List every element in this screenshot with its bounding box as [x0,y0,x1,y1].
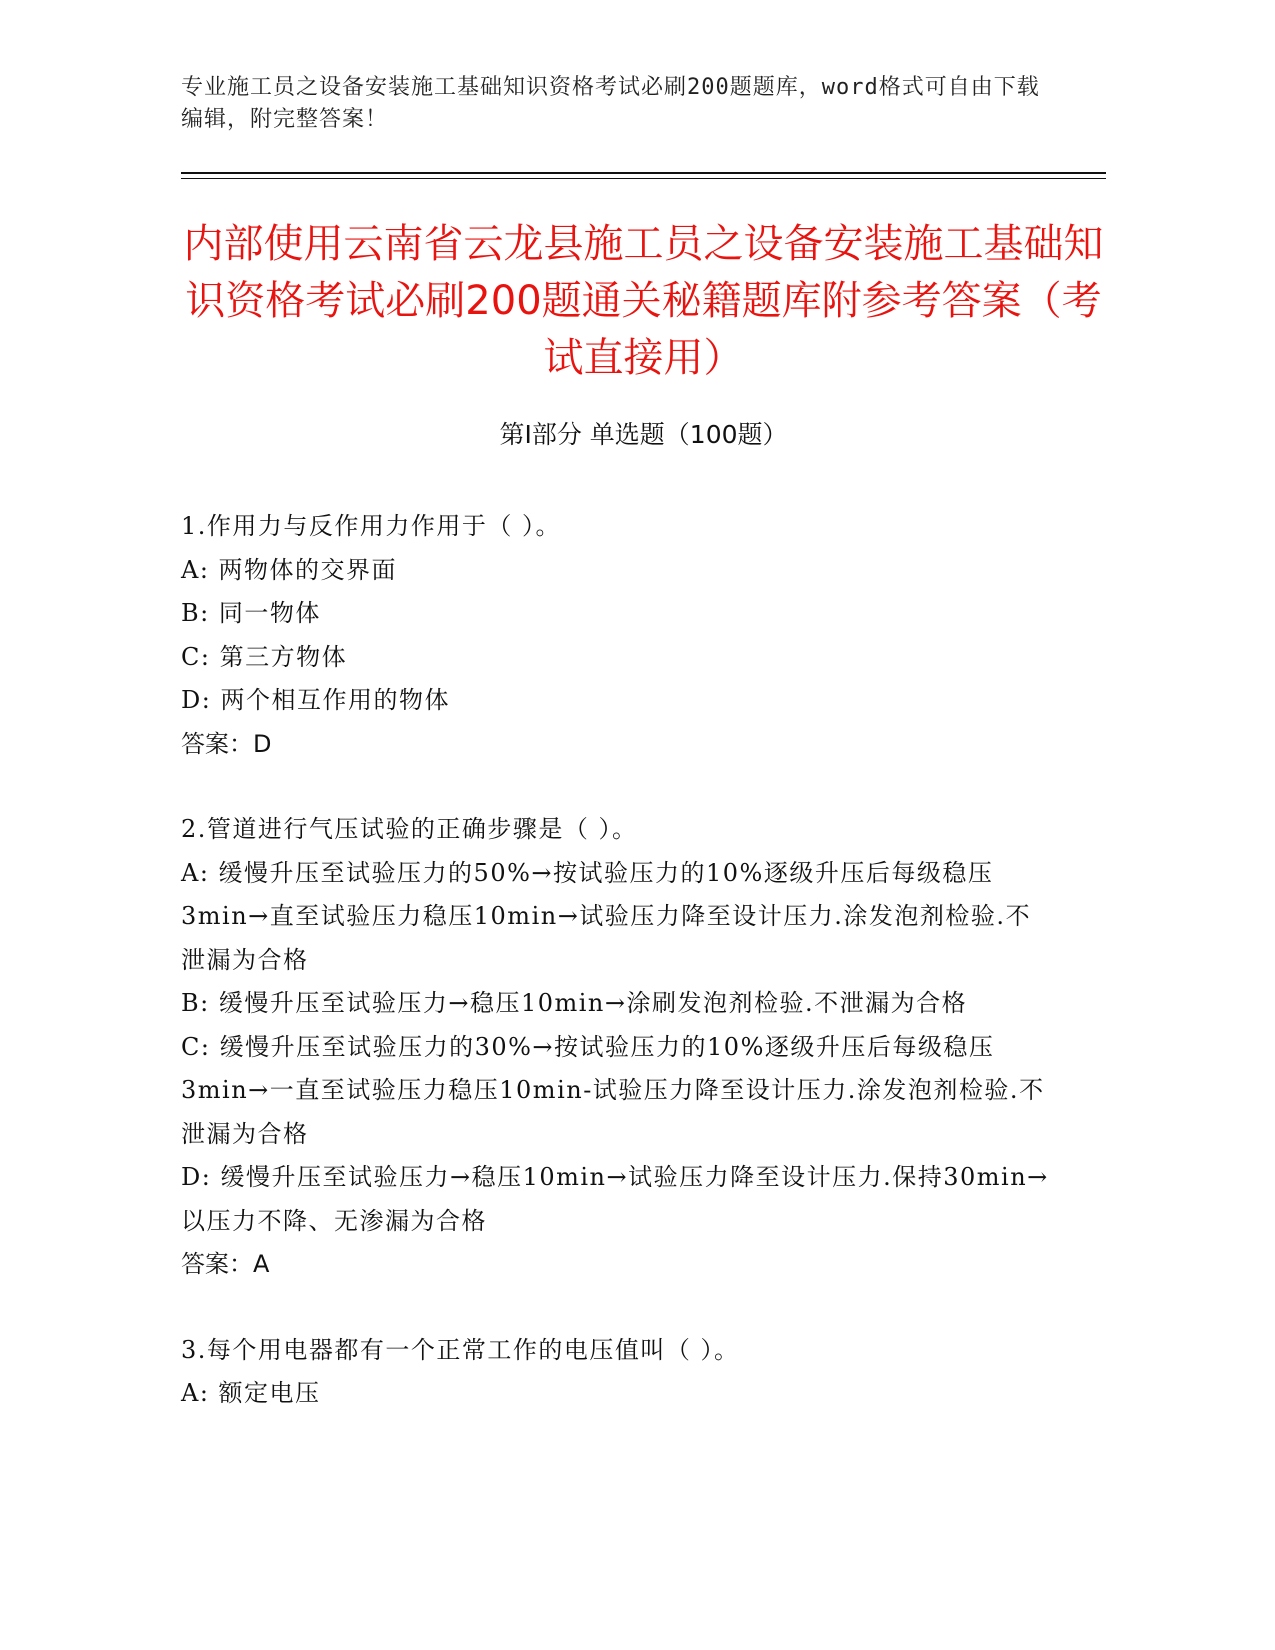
option-a: A: 额定电压 [181,1379,321,1407]
question-2 [181,808,1051,1287]
question-stem: 2.管道进行气压试验的正确步骤是（ ）。 [181,815,638,843]
question-3 [181,1329,1051,1416]
option-d: D: 两个相互作用的物体 [181,686,450,714]
option-b: B: 同一物体 [181,599,321,627]
document-title: 内部使用云南省云龙县施工员之设备安装施工基础知识资格考试必刷200题通关秘籍题库附参考答案（考试直接用） [183,221,1104,381]
option-c: C: 第三方物体 [181,642,348,671]
header-rule-thick [181,172,1106,174]
question-stem: 3.每个用电器都有一个正常工作的电压值叫（ ）。 [181,1335,740,1364]
section-title: 第Ⅰ部分 单选题（100题） [499,420,788,449]
option-a: A: 两物体的交界面 [181,555,398,584]
answer: 答案：D [181,729,272,758]
answer: 答案：A [181,1250,270,1278]
question-1 [181,505,1051,766]
option-a: A: 缓慢升压至试验压力的50%→按试验压力的10%逐级升压后每级稳压3min→直至试验压力稳压10min→试验压力降至设计压力.涂发泡剂检验.不泄漏为合格 [181,858,1032,974]
option-d: D: 缓慢升压至试验压力→稳压10min→试验压力降至设计压力.保持30min→以压力不降、无渗漏为合格 [181,1163,1049,1235]
question-list [181,505,1051,1458]
header-note: 专业施工员之设备安装施工基础知识资格考试必刷200题题库，word格式可自由下载编辑，附完整答案！ [181,75,1040,132]
option-c: C: 缓慢升压至试验压力的30%→按试验压力的10%逐级升压后每级稳压3min→一直至试验压力稳压10min-试验压力降至设计压力.涂发泡剂检验.不泄漏为合格 [181,1032,1045,1148]
question-stem: 1.作用力与反作用力作用于（ ）。 [181,512,562,540]
header-rule-thin [181,178,1106,179]
option-b: B: 缓慢升压至试验压力→稳压10min→涂刷发泡剂检验.不泄漏为合格 [181,989,968,1017]
